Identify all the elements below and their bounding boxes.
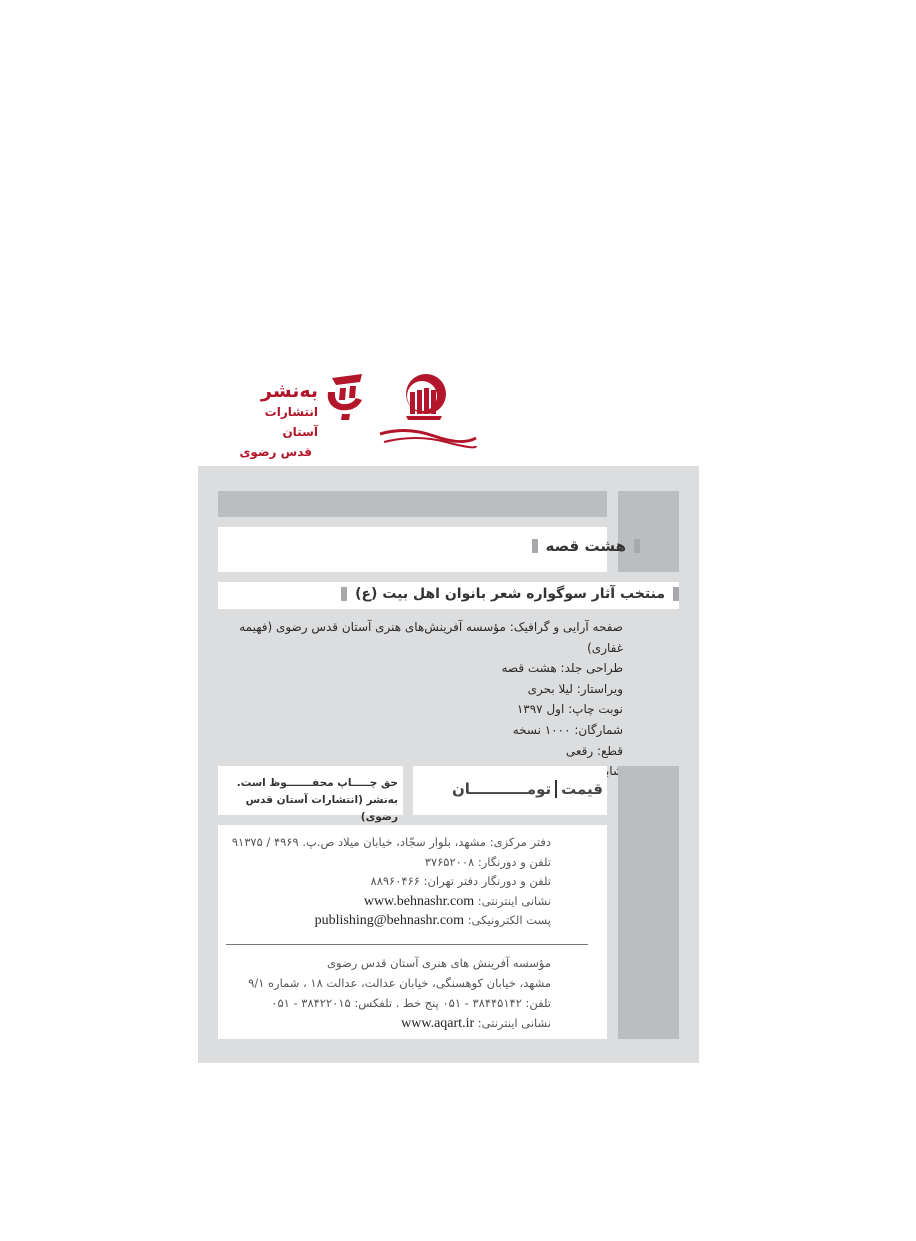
institute-website-link[interactable]: www.aqart.ir [401, 1016, 475, 1031]
office-phone: تلفن و دورنگار: ۳۷۶۵۲۰۰۸ [424, 854, 551, 869]
credits-list [203, 617, 623, 782]
credit-size: قطع: رقعی [565, 743, 623, 758]
email-row [206, 911, 551, 931]
institute-name: مؤسسه آفرینش های هنری آستان قدس رضوی [327, 956, 551, 970]
credit-edition: نوبت چاپ: اول ۱۳۹۷ [516, 702, 623, 717]
bullet-mark [673, 587, 679, 601]
header-bar [218, 491, 607, 517]
bullet-mark [634, 539, 640, 553]
institute-website-label: نشانی اینترنتی: [477, 1016, 551, 1030]
credit-cover: طراحی جلد: هشت قصه [501, 661, 623, 676]
book-subtitle [341, 586, 679, 602]
price-divider [555, 780, 557, 798]
email-label: پست الکترونیکی: [467, 913, 551, 927]
email-link[interactable]: publishing@behnashr.com [314, 913, 465, 928]
behnashr-subtitle-2: قدس رضوی [239, 445, 312, 459]
behnashr-logo-icon [322, 372, 368, 422]
website-label: نشانی اینترنتی: [477, 893, 551, 908]
office-address: دفتر مرکزی: مشهد، بلوار سجّاد، خیابان میلاد ص.پ. ۴۹۶۹ / ۹۱۳۷۵ [231, 835, 551, 849]
credit-isbn: شابک: [591, 764, 623, 779]
behnashr-subtitle-1: انتشارات آستان [264, 405, 318, 439]
book-title [532, 537, 640, 555]
institute-address: مشهد، خیابان کوهسنگی، خیابان عدالت، عدالت ۱۸ ، شماره ۹/۱ [248, 976, 551, 990]
credit-editor: ویراستار: لیلا بحری [527, 681, 623, 696]
copyright-publisher: به‌نشر (انتشارات آستان قدس رضوی) [245, 794, 398, 823]
book-title-text: هشت قصه [545, 537, 626, 555]
copyright-line: حق چـــــاپ محفـــــــوظ است. [236, 777, 398, 789]
website-link[interactable]: www.behnashr.com [363, 893, 475, 909]
website-row [206, 892, 551, 912]
institute-contact [206, 953, 551, 1034]
behnashr-wordmark [226, 380, 318, 462]
tehran-phone: تلفن و دورنگار دفتر تهران: ۸۸۹۶۰۴۶۶ [370, 874, 551, 888]
behnashr-name: به‌نشر [261, 380, 318, 402]
copyright-notice [214, 775, 398, 826]
side-block-bottom [618, 766, 679, 1039]
price-label: قیمت [561, 780, 603, 798]
institute-phone: تلفن: ۳۸۴۴۵۱۴۲ - ۰۵۱ پنج خط . تلفکس: ۳۸۴۲۲۰۱۵ - ۰۵۱ [271, 996, 551, 1010]
institute-website-row [206, 1013, 551, 1034]
price-unit: تومـــــــــــان [451, 780, 552, 798]
bullet-mark [341, 587, 347, 601]
institute-logo-icon [376, 372, 480, 450]
publisher-logos [226, 372, 488, 459]
book-subtitle-text: منتخب آثار سوگواره شعر بانوان اهل بیت (ع) [355, 586, 665, 602]
publisher-contact [206, 833, 551, 931]
side-block-top [618, 491, 679, 572]
contact-divider [226, 944, 588, 945]
credit-copies: شمارگان: ۱۰۰۰ نسخه [512, 722, 623, 737]
credit-layout: صفحه آرایی و گرافیک: مؤسسه آفرینش‌های هنری آستان قدس رضوی (فهیمه غفاری) [239, 620, 623, 655]
bullet-mark [532, 539, 538, 553]
price [452, 780, 603, 798]
